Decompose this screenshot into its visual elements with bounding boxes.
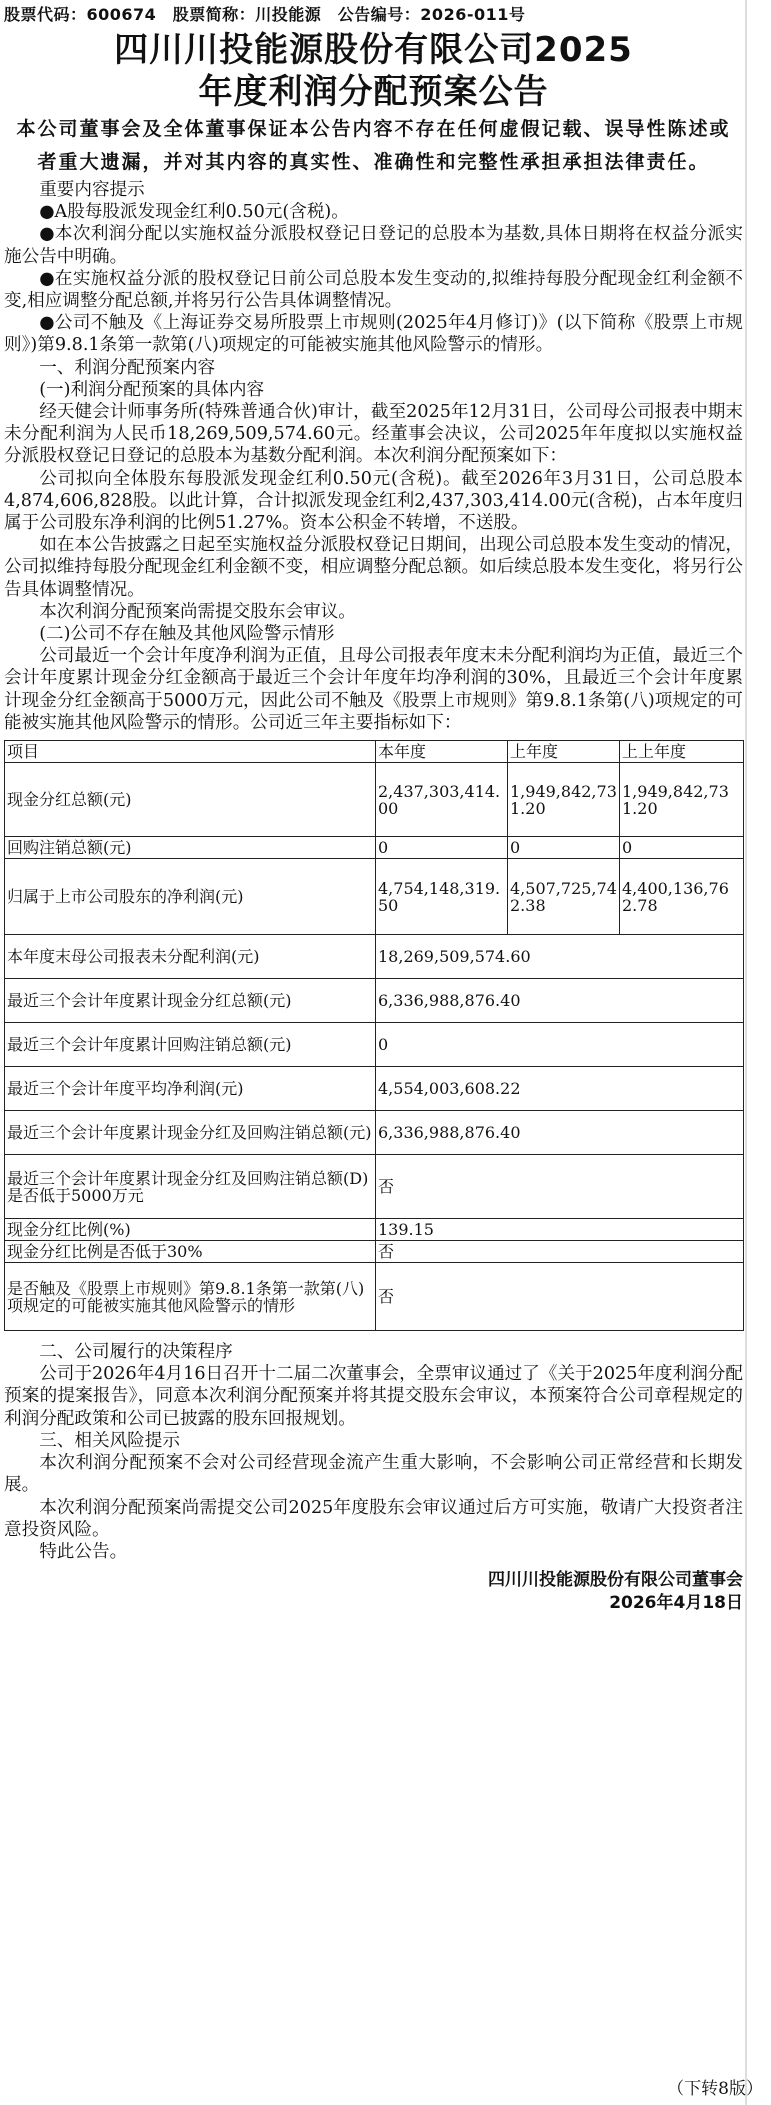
table-row xyxy=(5,1023,744,1067)
table-cell: 归属于上市公司股东的净利润(元) xyxy=(5,859,376,935)
table-row xyxy=(5,1219,744,1241)
table-row xyxy=(5,1155,744,1219)
stock-header: 股票代码：600674 股票简称：川投能源 公告编号：2026-011号 xyxy=(4,5,526,24)
board-guarantee-notice: 本公司董事会及全体董事保证本公告内容不存在任何虚假记载、误导性陈述或者重大遗漏，并对其内容的真实性、准确性和完整性承担承担法律责任。 xyxy=(16,118,731,173)
table-row xyxy=(5,1263,744,1331)
table-row xyxy=(5,935,744,979)
table-cell: 回购注销总额(元) xyxy=(5,837,376,859)
paragraph: ●在实施权益分派的股权登记日前公司总股本发生变动的,拟维持每股分配现金红利金额不变,相应调整分配总额,并将另行公告具体调整情况。 xyxy=(4,268,743,312)
table-row xyxy=(5,859,744,935)
paragraph: ●A股每股派发现金红利0.50元(含税)。 xyxy=(39,202,349,223)
table-cell: 0 xyxy=(376,837,508,859)
paragraph: 公司拟向全体股东每股派发现金红利0.50元(含税)。截至2026年3月31日，公司总股本4,874,606,828股。以此计算，合计拟派发现金红利2,437,303,414.00元(含税)，占本年度归属于公司股东净利润的比例51.27%。资本公积金不转增，不送股。 xyxy=(4,468,743,534)
title-line-2: 年度利润分配预案公告 xyxy=(198,72,549,112)
table-cell: 现金分红比例(%) xyxy=(5,1219,376,1241)
table-cell: 是否触及《股票上市规则》第9.8.1条第一款第(八)项规定的可能被实施其他风险警示的情形 xyxy=(5,1263,376,1331)
subsection-heading: (二)公司不存在触及其他风险警示情形 xyxy=(39,624,335,645)
table-cell: 最近三个会计年度累计现金分红及回购注销总额(元) xyxy=(5,1111,376,1155)
table-cell: 4,400,136,762.78 xyxy=(620,859,744,935)
table-cell: 139.15 xyxy=(376,1219,744,1241)
table-cell: 否 xyxy=(376,1155,744,1219)
table-cell: 18,269,509,574.60 xyxy=(376,935,744,979)
paragraph: 公司于2026年4月16日召开十二届二次董事会，全票审议通过了《关于2025年度利润分配预案的提案报告》，同意本次利润分配预案并将其提交股东会审议，本预案符合公司章程规定的利润分配政策和公司已披露的股东回报规划。 xyxy=(4,1364,743,1429)
section-heading: 二、公司履行的决策程序 xyxy=(39,1342,233,1363)
table-cell: 0 xyxy=(508,837,620,859)
table-cell: 0 xyxy=(376,1023,744,1067)
paragraph: 重要内容提示 xyxy=(39,180,145,200)
paragraph: 本次利润分配预案尚需提交公司2025年度股东会审议通过后方可实施，敬请广大投资者注意投资风险。 xyxy=(4,1497,743,1540)
table-header-cell: 本年度 xyxy=(376,741,508,763)
table-cell: 最近三个会计年度累计回购注销总额(元) xyxy=(5,1023,376,1067)
announcement-date: 2026年4月18日 xyxy=(609,1593,743,1614)
table-cell: 最近三个会计年度累计现金分红总额(元) xyxy=(5,979,376,1023)
section-heading: 三、相关风险提示 xyxy=(39,1430,180,1451)
board-signature: 四川川投能源股份有限公司董事会 xyxy=(488,1570,743,1591)
table-row xyxy=(5,837,744,859)
table-header-cell: 上年度 xyxy=(508,741,620,763)
table-cell: 0 xyxy=(620,837,744,859)
paragraph: 公司最近一个会计年度净利润为正值，且母公司报表年度末未分配利润均为正值，最近三个会计年度累计现金分红金额高于最近三个会计年度年均净利润的30%，且最近三个会计年度累计现金分红金额高于5000万元，因此公司不触及《股票上市规则》第9.8.1条第(八)项规定的可能被实施其他风险警示的情形。公司近三年主要指标如下： xyxy=(4,646,743,733)
body-bottom xyxy=(4,1341,743,1563)
table-cell: 现金分红比例是否低于30% xyxy=(5,1241,376,1263)
key-indicators-table xyxy=(4,740,744,1331)
table-row xyxy=(5,763,744,837)
table-cell: 1,949,842,731.20 xyxy=(508,763,620,837)
paragraph: 本次利润分配预案不会对公司经营现金流产生重大影响，不会影响公司正常经营和长期发展。 xyxy=(4,1453,743,1496)
table-row xyxy=(5,979,744,1023)
continued-on-page: （下转8版） xyxy=(667,2079,763,2099)
table-cell: 现金分红总额(元) xyxy=(5,763,376,837)
paragraph: 如在本公告披露之日起至实施权益分派股权登记日期间，出现公司总股本发生变动的情况，公司拟维持每股分配现金红利金额不变，相应调整分配总额。如后续总股本发生变化，将另行公告具体调整情况。 xyxy=(4,535,743,600)
table-row xyxy=(5,1067,744,1111)
table-row xyxy=(5,1111,744,1155)
table-cell: 4,554,003,608.22 xyxy=(376,1067,744,1111)
signature-block xyxy=(4,1569,743,1615)
body-top xyxy=(4,179,743,734)
table-cell: 6,336,988,876.40 xyxy=(376,1111,744,1155)
table-cell: 最近三个会计年度平均净利润(元) xyxy=(5,1067,376,1111)
table-cell: 否 xyxy=(376,1263,744,1331)
announcement-title xyxy=(4,29,743,113)
paragraph: 经天健会计师事务所(特殊普通合伙)审计，截至2025年12月31日，公司母公司报表中期末未分配利润为人民币18,269,509,574.60元。经董事会决议，公司2025年年度拟以实施权益分派股权登记日登记的总股本为基数分配利润。本次利润分配预案如下： xyxy=(4,402,743,467)
table-cell: 2,437,303,414.00 xyxy=(376,763,508,837)
subsection-heading: (一)利润分配预案的具体内容 xyxy=(39,379,265,400)
table-header-cell: 项目 xyxy=(5,741,376,763)
table-cell: 4,754,148,319.50 xyxy=(376,859,508,935)
table-cell: 最近三个会计年度累计现金分红及回购注销总额(D)是否低于5000万元 xyxy=(5,1155,376,1219)
paragraph: 本次利润分配预案尚需提交股东会审议。 xyxy=(39,601,356,622)
section-heading: 一、利润分配预案内容 xyxy=(39,357,216,378)
paragraph: ●本次利润分配以实施权益分派股权登记日登记的总股本为基数,具体日期将在权益分派实施公告中明确。 xyxy=(4,224,743,267)
table-cell: 本年度末母公司报表未分配利润(元) xyxy=(5,935,376,979)
paragraph: 特此公告。 xyxy=(39,1541,128,1562)
table-row xyxy=(5,1241,744,1263)
paragraph: ●公司不触及《上海证券交易所股票上市规则(2025年4月修订)》(以下简称《股票上市规则》)第9.8.1条第一款第(八)项规定的可能被实施其他风险警示的情形。 xyxy=(4,313,743,356)
title-line-1: 四川川投能源股份有限公司2025 xyxy=(114,30,633,70)
table-cell: 6,336,988,876.40 xyxy=(376,979,744,1023)
table-header-cell: 上上年度 xyxy=(620,741,744,763)
table-cell: 4,507,725,742.38 xyxy=(508,859,620,935)
column-divider xyxy=(745,0,747,2105)
table-cell: 否 xyxy=(376,1241,744,1263)
table-cell: 1,949,842,731.20 xyxy=(620,763,744,837)
table-header-row xyxy=(5,741,744,763)
